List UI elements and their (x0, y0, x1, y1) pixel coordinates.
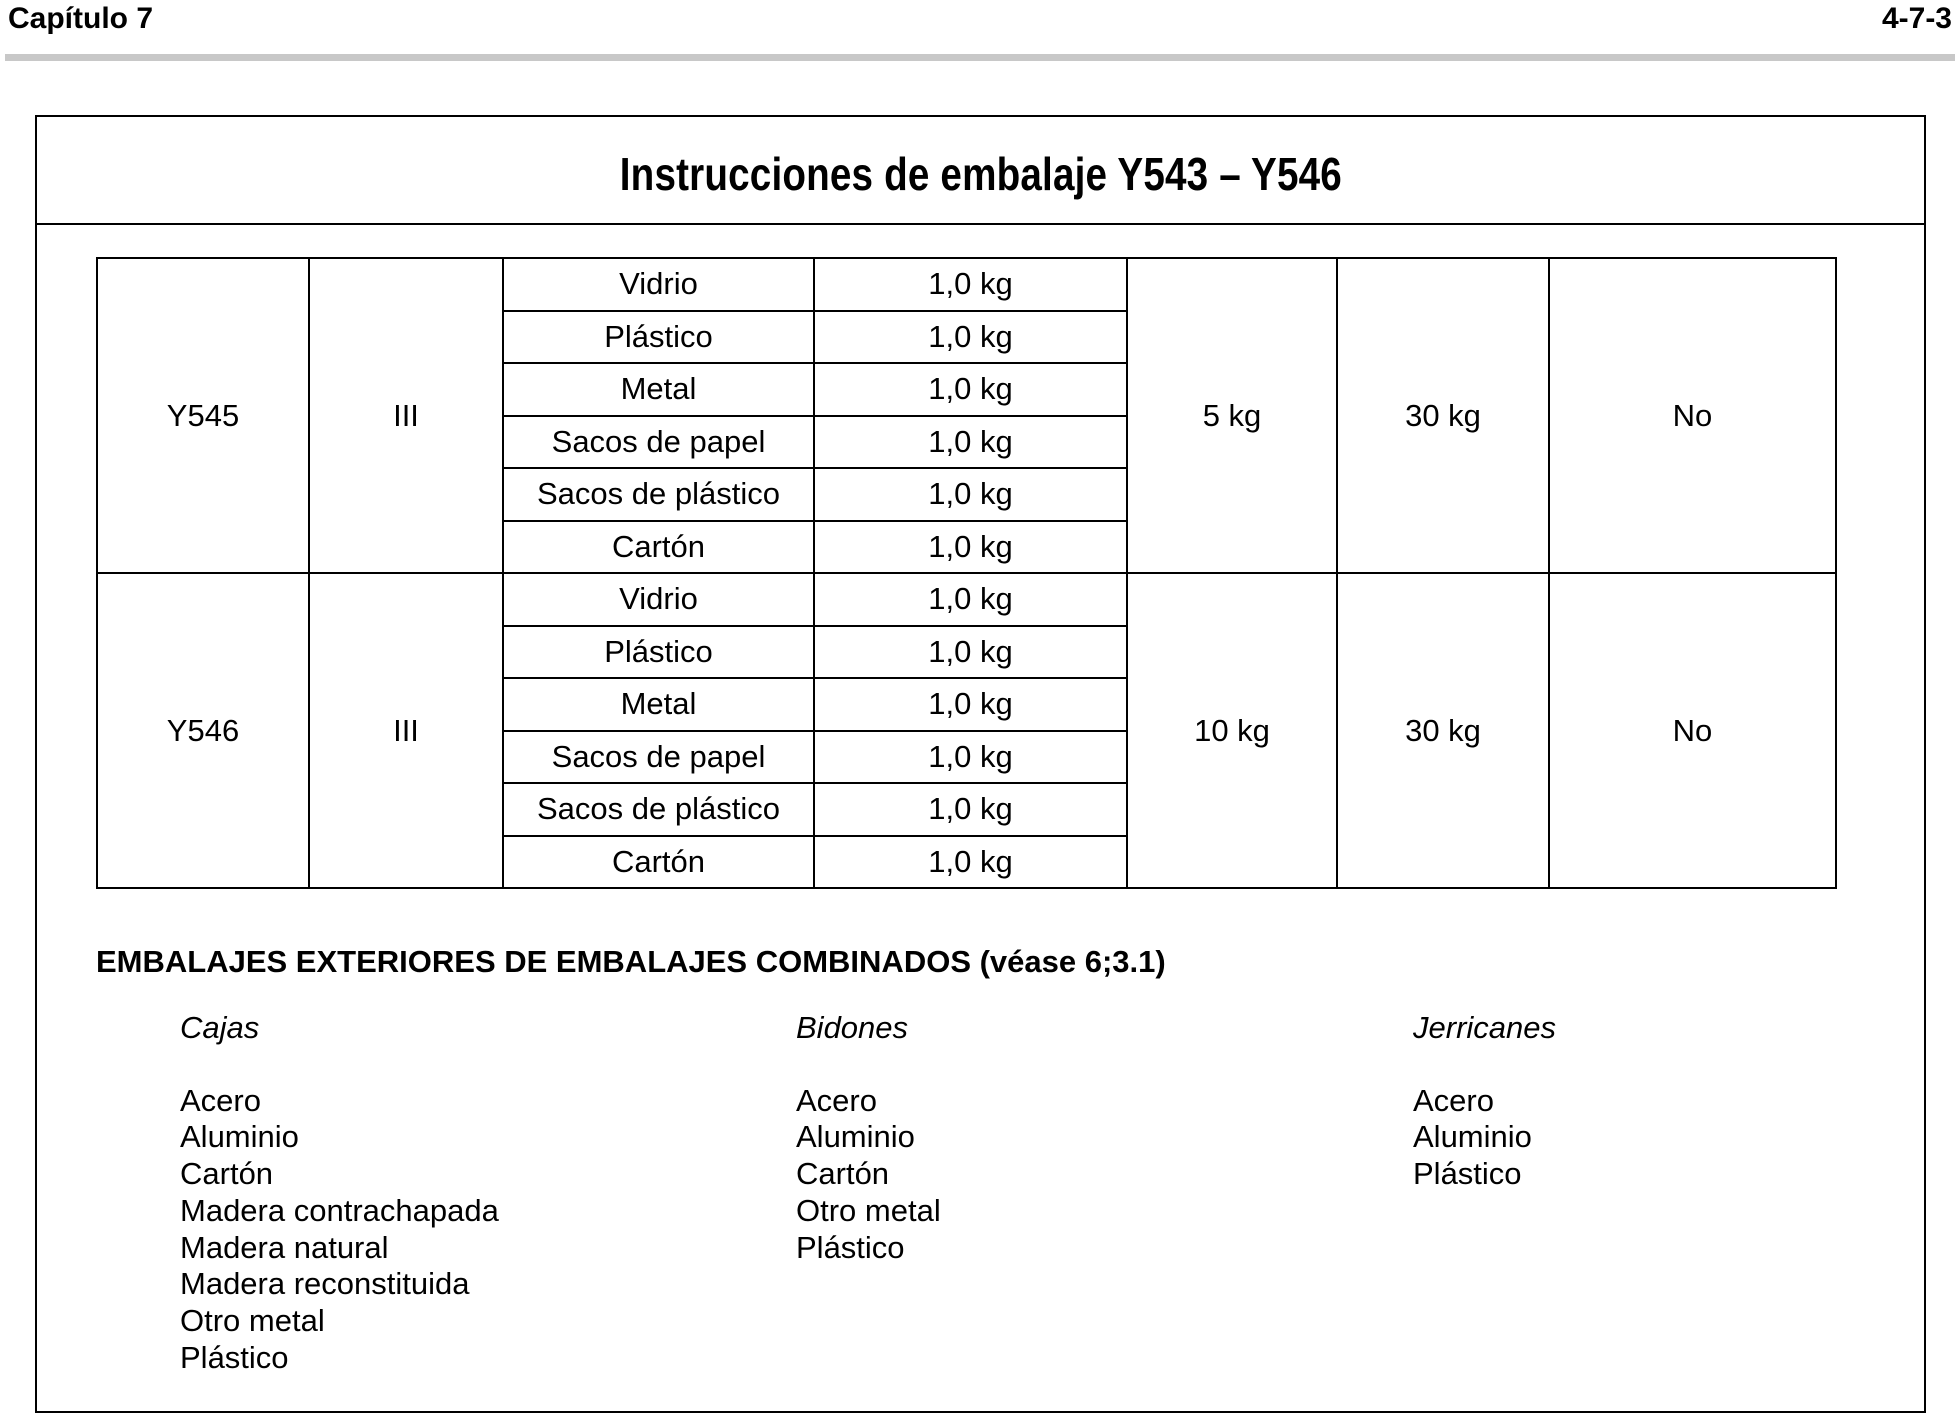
table-row (97, 258, 1836, 311)
inner-material-cell: Plástico (503, 626, 814, 679)
list-item: Madera natural (180, 1229, 389, 1265)
net-quantity-cell: 5 kg (1127, 258, 1337, 573)
inner-material-cell: Sacos de papel (503, 416, 814, 469)
column-heading: Cajas (180, 1010, 260, 1045)
gross-quantity-cell: 30 kg (1337, 258, 1549, 573)
list-item: Cartón (180, 1156, 274, 1192)
page-title: Instrucciones de embalaje Y543 – Y546 (619, 148, 1342, 200)
inner-quantity-cell: 1,0 kg (814, 521, 1127, 574)
inner-material-cell: Vidrio (503, 573, 814, 626)
inner-quantity-cell: 1,0 kg (814, 783, 1127, 836)
inner-quantity-cell: 1,0 kg (814, 731, 1127, 784)
inner-quantity-cell: 1,0 kg (814, 363, 1127, 416)
list-item: Otro metal (796, 1192, 941, 1228)
inner-material-cell: Cartón (503, 521, 814, 574)
page-header (8, 0, 1952, 40)
list-item: Madera reconstituida (180, 1266, 470, 1302)
table-row (97, 573, 1836, 626)
inner-material-cell: Metal (503, 678, 814, 731)
list-item: Aluminio (796, 1119, 915, 1155)
packing-group-cell: III (309, 258, 503, 573)
inner-material-cell: Sacos de papel (503, 731, 814, 784)
packing-instruction-table (96, 257, 1837, 889)
table-body (97, 258, 1836, 888)
page-number: 4-7-3 (1881, 2, 1952, 35)
inner-quantity-cell: 1,0 kg (814, 836, 1127, 889)
column-cajas (180, 1010, 499, 1376)
net-quantity-cell: 10 kg (1127, 573, 1337, 888)
column-heading: Bidones (796, 1010, 909, 1045)
inner-quantity-cell: 1,0 kg (814, 311, 1127, 364)
pi-code-cell: Y545 (97, 258, 309, 573)
column-jerricanes (1413, 1010, 1556, 1193)
inner-quantity-cell: 1,0 kg (814, 626, 1127, 679)
material-list (1413, 1083, 1556, 1193)
list-item: Acero (180, 1082, 261, 1118)
inner-material-cell: Metal (503, 363, 814, 416)
inner-material-cell: Cartón (503, 836, 814, 889)
list-item: Aluminio (180, 1119, 299, 1155)
material-list (180, 1083, 499, 1377)
list-item: Cartón (796, 1156, 890, 1192)
packing-group-cell: III (309, 573, 503, 888)
inner-material-cell: Sacos de plástico (503, 468, 814, 521)
list-item: Madera contrachapada (180, 1192, 499, 1228)
list-item: Aluminio (1413, 1119, 1532, 1155)
header-rule (5, 54, 1955, 61)
column-bidones (796, 1010, 941, 1266)
pi-code-cell: Y546 (97, 573, 309, 888)
gross-quantity-cell: 30 kg (1337, 573, 1549, 888)
inner-quantity-cell: 1,0 kg (814, 416, 1127, 469)
material-list (796, 1083, 941, 1267)
flag-cell: No (1549, 258, 1836, 573)
section-title: EMBALAJES EXTERIORES DE EMBALAJES COMBINADOS (véase 6;3.1) (96, 944, 1166, 979)
inner-quantity-cell: 1,0 kg (814, 258, 1127, 311)
inner-material-cell: Sacos de plástico (503, 783, 814, 836)
inner-quantity-cell: 1,0 kg (814, 468, 1127, 521)
list-item: Plástico (796, 1229, 905, 1265)
title-bar (37, 117, 1924, 225)
list-item: Plástico (1413, 1156, 1522, 1192)
inner-material-cell: Plástico (503, 311, 814, 364)
list-item: Plástico (180, 1339, 289, 1375)
inner-quantity-cell: 1,0 kg (814, 678, 1127, 731)
list-item: Otro metal (180, 1302, 325, 1338)
column-heading: Jerricanes (1413, 1010, 1556, 1045)
list-item: Acero (796, 1082, 877, 1118)
chapter-label: Capítulo 7 (8, 2, 154, 35)
inner-material-cell: Vidrio (503, 258, 814, 311)
flag-cell: No (1549, 573, 1836, 888)
inner-quantity-cell: 1,0 kg (814, 573, 1127, 626)
list-item: Acero (1413, 1082, 1494, 1118)
